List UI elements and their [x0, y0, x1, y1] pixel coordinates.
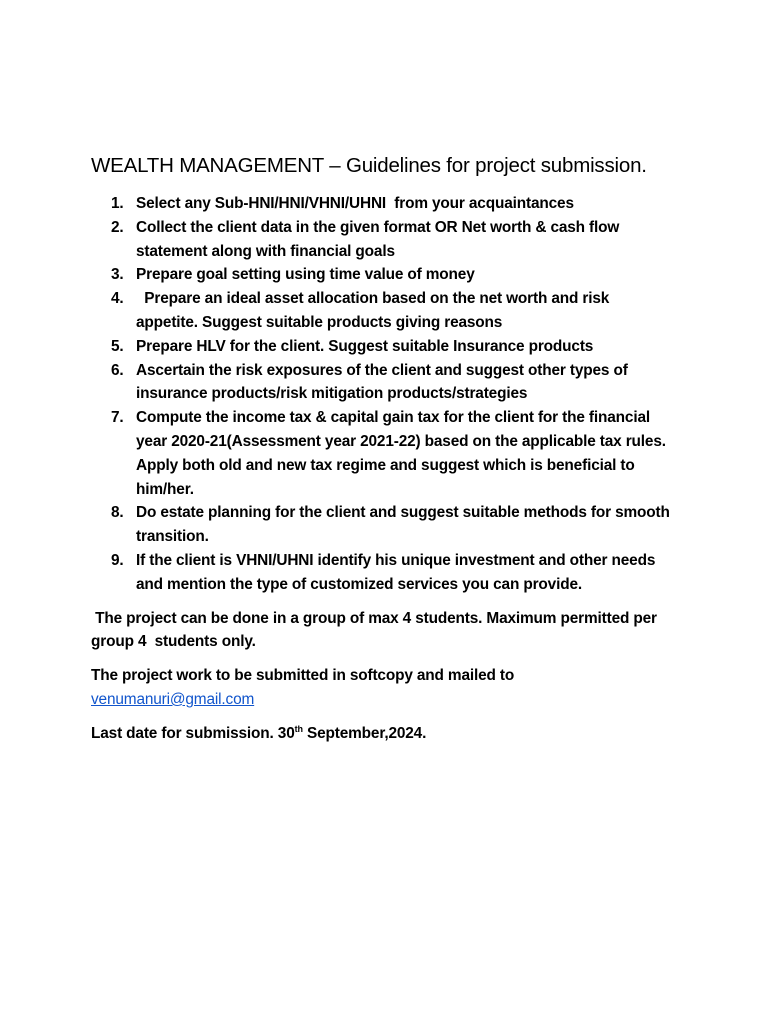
guideline-number: 6. — [111, 361, 124, 379]
deadline-superscript: th — [294, 723, 303, 734]
guideline-item-6 — [91, 359, 691, 407]
guideline-text: Do estate planning for the client and suggest suitable methods for smooth transition. — [136, 504, 670, 546]
guideline-item-1 — [91, 192, 691, 216]
guidelines-list — [91, 192, 691, 597]
guideline-item-4 — [91, 287, 691, 335]
guideline-item-7 — [91, 406, 691, 501]
deadline — [91, 722, 691, 746]
guideline-item-5 — [91, 335, 691, 359]
guideline-text: Select any Sub-HNI/HNI/VHNI/UHNI from your acquaintances — [136, 195, 574, 212]
guideline-text: Ascertain the risk exposures of the client and suggest other types of insurance products/risk mitigation products/strategies — [136, 361, 628, 403]
guideline-number: 4. — [111, 290, 124, 308]
guideline-text: Compute the income tax & capital gain tax for the client for the financial year 2020-21(Assessment year 2021-22) based on the applicable tax rules. Apply both old and new tax regime and suggest which is beneficial to him/her. — [136, 409, 666, 498]
guideline-number: 2. — [111, 218, 124, 236]
guideline-item-2 — [91, 216, 691, 264]
guideline-number: 8. — [111, 504, 124, 522]
document-title: WEALTH MANAGEMENT – Guidelines for project submission. — [91, 154, 647, 177]
submission-note — [91, 664, 691, 712]
guideline-number: 9. — [111, 551, 124, 569]
guideline-item-3 — [91, 263, 691, 287]
guideline-number: 5. — [111, 337, 124, 355]
submission-text: The project work to be submitted in softcopy and mailed to — [91, 667, 515, 685]
guideline-text: Prepare goal setting using time value of money — [136, 266, 475, 284]
guideline-number: 7. — [111, 409, 124, 427]
guideline-text: If the client is VHNI/UHNI identify his unique investment and other needs and mention the type of customized services you can provide. — [136, 551, 656, 593]
email-link[interactable]: venumanuri@gmail.com — [91, 690, 255, 708]
guideline-text: Prepare an ideal asset allocation based on the net worth and risk appetite. Suggest suitable products giving reasons — [136, 290, 610, 331]
deadline-suffix: September,2024. — [302, 724, 427, 742]
guideline-number: 3. — [111, 266, 124, 284]
group-note: The project can be done in a group of max 4 students. Maximum permitted per group 4 students only. — [91, 609, 657, 651]
document-page — [91, 152, 691, 746]
guideline-item-8 — [91, 501, 691, 549]
guideline-text: Prepare HLV for the client. Suggest suitable Insurance products — [136, 337, 594, 355]
deadline-prefix: Last date for submission. 30 — [91, 724, 295, 742]
guideline-number: 1. — [111, 195, 124, 212]
guideline-item-9 — [91, 549, 691, 597]
guideline-text: Collect the client data in the given format OR Net worth & cash flow statement along with financial goals — [136, 218, 620, 260]
